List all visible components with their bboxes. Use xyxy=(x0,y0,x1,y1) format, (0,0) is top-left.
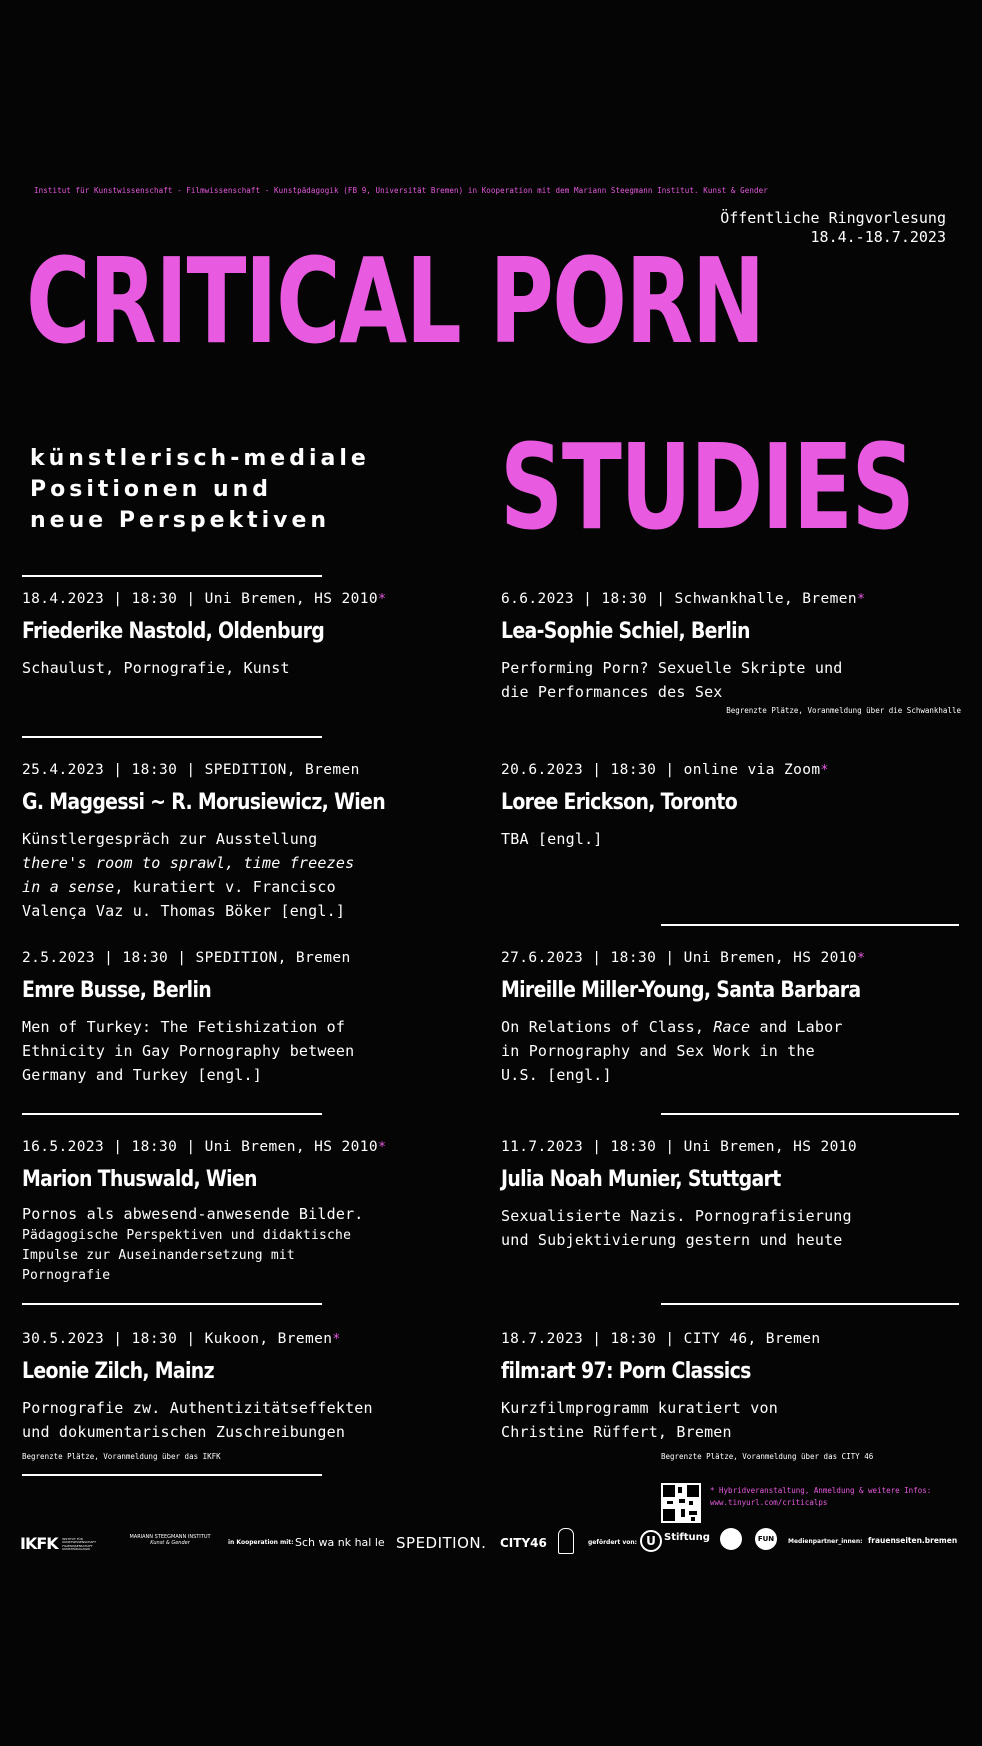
event-meta: 27.6.2023 | 18:30 | Uni Bremen, HS 2010* xyxy=(501,950,866,966)
event-speaker: Julia Noah Munier, Stuttgart xyxy=(501,1167,781,1192)
divider xyxy=(661,1303,959,1305)
event-description: Künstlergespräch zur Ausstellung there's room to sprawl, time freezes in a sense, kuratiert v. Francisco Valença Vaz u. Thomas Böker [engl.] xyxy=(22,830,355,920)
registration-note: Begrenzte Plätze, Voranmeldung über das CITY 46 xyxy=(661,1452,874,1461)
event-description: Performing Porn? Sexuelle Skripte und die Performances des Sex xyxy=(501,659,843,701)
media-partners-label: Medienpartner_innen: xyxy=(788,1538,863,1545)
ikfk-logo: IKFK INSTITUT FÜR KUNSTWISSENSCHAFT FILMWISSENSCHAFT KUNSTPÄDAGOGIK xyxy=(20,1534,96,1553)
subtitle-line: neue Perspektiven xyxy=(30,508,331,533)
institution-line: Institut für Kunstwissenschaft - Filmwissenschaft - Kunstpädagogik (FB 9, Universität Bremen) in Kooperation mit dem Mariann Steegmann Institut. Kunst & Gender xyxy=(34,186,768,195)
event-card xyxy=(22,1139,462,1286)
city46-logo: CITY46 xyxy=(500,1536,547,1550)
poster-subtitle xyxy=(30,443,450,536)
event-meta: 25.4.2023 | 18:30 | SPEDITION, Bremen xyxy=(22,762,360,778)
partner-logos xyxy=(20,1534,970,1574)
hybrid-info xyxy=(710,1485,931,1509)
event-description: TBA [engl.] xyxy=(501,830,603,848)
hybrid-star: * xyxy=(857,592,866,607)
hybrid-star: * xyxy=(332,1332,341,1347)
event-description: Schaulust, Pornografie, Kunst xyxy=(22,659,290,677)
series-label: Öffentliche Ringvorlesung xyxy=(720,209,946,227)
poster-title-line1: CRITICAL PORN xyxy=(26,232,764,370)
divider xyxy=(22,575,322,577)
poster-title-line2: STUDIES xyxy=(500,418,914,556)
info-link[interactable]: www.tinyurl.com/criticalps xyxy=(710,1498,828,1507)
event-speaker: Mireille Miller-Young, Santa Barbara xyxy=(501,978,861,1003)
divider xyxy=(22,1113,322,1115)
fun-logo: FUN xyxy=(755,1528,777,1550)
event-meta: 2.5.2023 | 18:30 | SPEDITION, Bremen xyxy=(22,950,351,966)
event-card xyxy=(501,762,961,851)
partner-circle-logo xyxy=(720,1528,742,1550)
event-meta: 18.4.2023 | 18:30 | Uni Bremen, HS 2010* xyxy=(22,591,387,607)
kukoon-logo xyxy=(558,1528,574,1554)
stiftung-logo: Stiftung xyxy=(664,1532,710,1543)
divider xyxy=(22,1303,322,1305)
event-card xyxy=(22,950,462,1087)
event-card xyxy=(22,591,462,680)
event-description: On Relations of Class, Race and Labor in Pornography and Sex Work in the U.S. [engl.] xyxy=(501,1018,843,1084)
event-meta: 6.6.2023 | 18:30 | Schwankhalle, Bremen* xyxy=(501,591,866,607)
event-description: Men of Turkey: The Fetishization of Ethnicity in Gay Pornography between Germany and Turkey [engl.] xyxy=(22,1018,355,1084)
hybrid-star: * xyxy=(378,1140,387,1155)
event-description-detail: Pädagogische Perspektiven und didaktische Impulse zur Auseinandersetzung mit Pornografie xyxy=(22,1228,352,1283)
subtitle-line: künstlerisch-mediale xyxy=(30,446,370,471)
divider xyxy=(22,736,322,738)
event-speaker: Loree Erickson, Toronto xyxy=(501,790,738,815)
uni-bremen-logo: U xyxy=(640,1530,662,1552)
event-meta: 18.7.2023 | 18:30 | CITY 46, Bremen xyxy=(501,1331,821,1347)
event-description: Kurzfilmprogramm kuratiert von Christine Rüffert, Bremen xyxy=(501,1399,778,1441)
event-speaker: Leonie Zilch, Mainz xyxy=(22,1359,214,1384)
event-card xyxy=(501,1331,961,1461)
event-speaker: Friederike Nastold, Oldenburg xyxy=(22,619,325,644)
spedition-logo: SPEDITION. xyxy=(396,1534,487,1552)
cooperation-label: in Kooperation mit: xyxy=(228,1539,294,1546)
event-description: Sexualisierte Nazis. Pornografisierung und Subjektivierung gestern und heute xyxy=(501,1207,852,1249)
event-meta: 11.7.2023 | 18:30 | Uni Bremen, HS 2010 xyxy=(501,1139,858,1155)
event-card xyxy=(501,1139,961,1252)
event-description: Pornografie zw. Authentizitätseffekten und dokumentarischen Zuschreibungen xyxy=(22,1399,373,1441)
event-meta: 20.6.2023 | 18:30 | online via Zoom* xyxy=(501,762,829,778)
event-speaker: G. Maggessi ~ R. Morusiewicz, Wien xyxy=(22,790,385,815)
event-card xyxy=(22,762,462,923)
msi-logo: MARIANN STEEGMANN INSTITUT Kunst & Gender xyxy=(129,1534,211,1546)
event-card xyxy=(501,950,961,1087)
frauenseiten-logo: frauenseiten.bremen xyxy=(868,1536,958,1545)
qr-code[interactable] xyxy=(661,1483,701,1523)
registration-note: Begrenzte Plätze, Voranmeldung über das IKFK xyxy=(22,1452,221,1461)
event-card xyxy=(501,591,961,715)
funded-label: gefördert von: xyxy=(588,1539,638,1546)
event-speaker: Emre Busse, Berlin xyxy=(22,978,212,1003)
hybrid-info-text: * Hybridveranstaltung, Anmeldung & weitere Infos: xyxy=(710,1486,932,1495)
event-speaker: Lea-Sophie Schiel, Berlin xyxy=(501,619,750,644)
hybrid-star: * xyxy=(820,763,829,778)
schwankhalle-logo: Sch wa nk hal le xyxy=(295,1536,385,1549)
event-speaker: film:art 97: Porn Classics xyxy=(501,1359,751,1384)
registration-note: Begrenzte Plätze, Voranmeldung über die Schwankhalle xyxy=(726,706,961,715)
event-meta: 16.5.2023 | 18:30 | Uni Bremen, HS 2010* xyxy=(22,1139,387,1155)
divider xyxy=(661,924,959,926)
divider xyxy=(22,1474,322,1476)
series-dates: 18.4.-18.7.2023 xyxy=(810,228,946,246)
divider xyxy=(661,1113,959,1115)
event-description: Pornos als abwesend-anwesende Bilder. xyxy=(22,1205,364,1223)
event-meta: 30.5.2023 | 18:30 | Kukoon, Bremen* xyxy=(22,1331,341,1347)
subtitle-line: Positionen und xyxy=(30,477,273,502)
hybrid-star: * xyxy=(857,951,866,966)
hybrid-star: * xyxy=(378,592,387,607)
event-card xyxy=(22,1331,462,1461)
event-speaker: Marion Thuswald, Wien xyxy=(22,1167,257,1192)
